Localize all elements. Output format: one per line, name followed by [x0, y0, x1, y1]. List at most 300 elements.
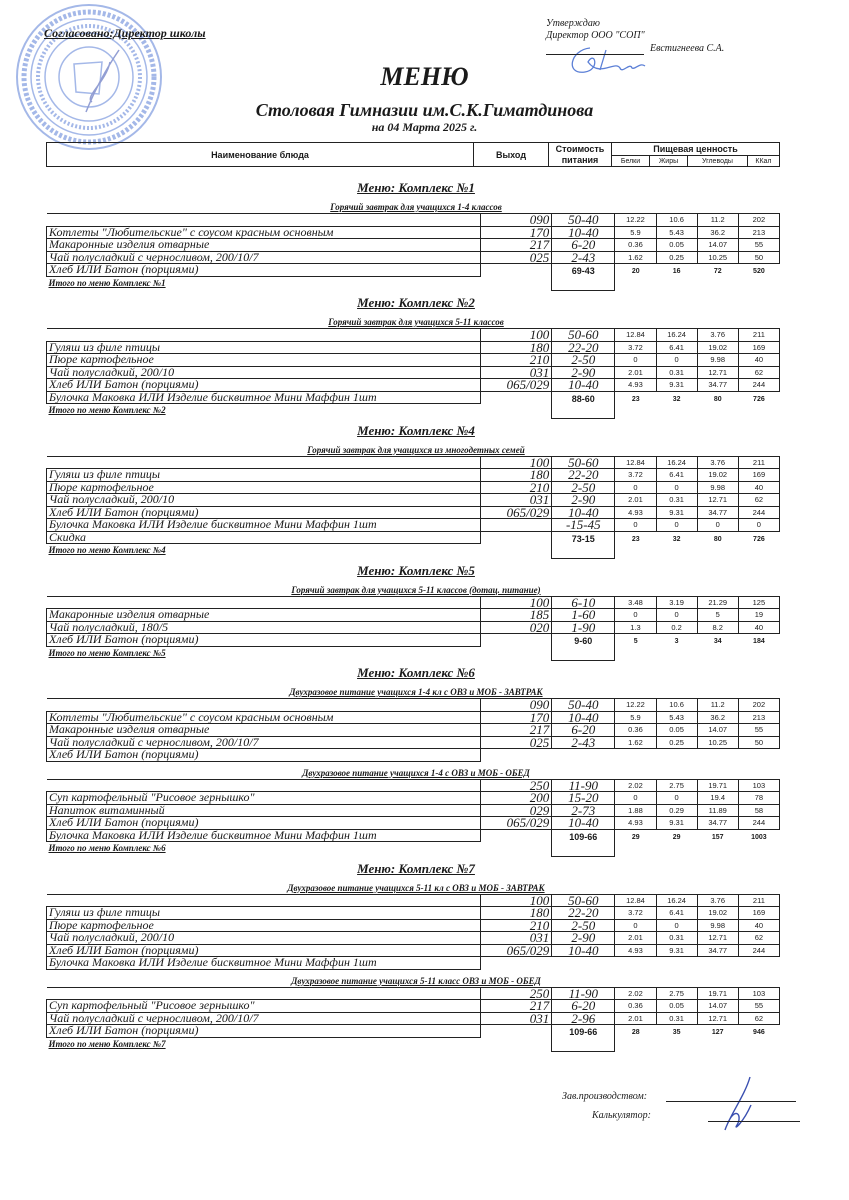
dish-cost: 50-40 — [552, 699, 615, 712]
section-title: Меню: Комплекс №7 — [357, 860, 475, 876]
empty-cell — [480, 1025, 551, 1038]
dish-fat: 9.31 — [656, 817, 697, 830]
dish-protein: 0 — [615, 609, 656, 622]
dish-cost: 2-90 — [552, 932, 615, 945]
dish-carbs: 12.71 — [697, 494, 738, 507]
dishes-table — [46, 213, 780, 291]
dish-output: 210 — [480, 481, 551, 494]
dish-carbs: 14.07 — [697, 239, 738, 252]
dish-fat: 0.29 — [656, 804, 697, 817]
dish-cost: 6-10 — [552, 596, 615, 609]
dish-output — [480, 519, 551, 532]
dish-name: Макаронные изделия отварные — [47, 239, 481, 252]
group-title: Двухразовое питание учащихся 5-11 кл с ОВЗ и МОБ - ЗАВТРАК — [287, 882, 545, 893]
dish-protein: 2.01 — [615, 932, 656, 945]
total-carbs: 157 — [711, 833, 724, 841]
dish-fat: 0 — [656, 609, 697, 622]
total-carbs: 72 — [713, 268, 722, 275]
total-fat: 32 — [672, 535, 681, 543]
total-cost: 88-60 — [552, 391, 615, 418]
section-total-label: Итого по меню Комплекс №4 — [48, 545, 166, 555]
dish-fat: 0 — [656, 481, 697, 494]
empty-cell — [480, 829, 551, 842]
page-title: МЕНЮ — [380, 62, 469, 91]
dish-output: 029 — [480, 804, 551, 817]
signature-line — [546, 54, 644, 55]
dish-fat: 2.75 — [656, 779, 697, 792]
table-row — [47, 1025, 780, 1038]
empty-cell — [480, 749, 551, 762]
dish-fat: 0.25 — [656, 251, 697, 264]
dish-carbs: 19.71 — [697, 779, 738, 792]
dish-fat: 3.19 — [656, 596, 697, 609]
dish-protein: 5.9 — [615, 226, 656, 239]
total-cost: 69-43 — [552, 264, 615, 291]
dish-protein: 0 — [615, 519, 656, 532]
dish-carbs: 5 — [697, 609, 738, 622]
dish-carbs: 34.77 — [697, 506, 738, 519]
dish-cost: 2-43 — [552, 736, 615, 749]
dish-carbs: 12.71 — [697, 1012, 738, 1025]
dish-kcal: 213 — [738, 711, 779, 724]
dish-cost: 6-20 — [552, 724, 615, 737]
dish-kcal: 211 — [738, 456, 779, 469]
empty-cell — [656, 957, 697, 970]
dish-name: Гуляш из филе птицы — [47, 341, 481, 354]
dish-name: Пюре картофельное — [47, 481, 481, 494]
dish-output: 100 — [480, 456, 551, 469]
dish-protein: 0.36 — [615, 1000, 656, 1013]
empty-cell — [697, 749, 738, 762]
dish-carbs: 3.76 — [697, 894, 738, 907]
empty-cell — [697, 957, 738, 970]
dish-kcal: 62 — [738, 494, 779, 507]
dish-protein: 0 — [615, 481, 656, 494]
total-kcal: 726 — [753, 535, 765, 543]
dish-cost: 22-20 — [552, 907, 615, 920]
dish-protein: 0 — [615, 354, 656, 367]
dish-fat: 0 — [656, 354, 697, 367]
dish-output: 100 — [480, 596, 551, 609]
dish-kcal: 169 — [738, 907, 779, 920]
dish-fat: 0.05 — [656, 724, 697, 737]
dish-carbs: 12.71 — [697, 366, 738, 379]
table-row — [47, 519, 780, 532]
dish-kcal: 213 — [738, 226, 779, 239]
dish-cost: 1-90 — [552, 621, 615, 634]
dish-kcal: 58 — [738, 804, 779, 817]
dish-carbs: 0 — [697, 519, 738, 532]
col-output-header: Выход — [474, 143, 549, 167]
total-carbs: 80 — [713, 535, 722, 543]
dish-protein: 2.02 — [615, 987, 656, 1000]
dish-cost: 2-90 — [552, 366, 615, 379]
empty-cell — [615, 957, 656, 970]
section-total-label: Итого по меню Комплекс №2 — [48, 405, 166, 415]
table-row — [47, 749, 780, 762]
dish-cost: 10-40 — [552, 506, 615, 519]
dish-kcal: 78 — [738, 792, 779, 805]
dish-kcal: 211 — [738, 894, 779, 907]
total-fat: 16 — [672, 268, 681, 275]
dish-fat: 5.43 — [656, 711, 697, 724]
dish-name: Чай полусладкий с черносливом, 200/10/7 — [47, 251, 481, 264]
group-title: Двухразовое питание учащихся 1-4 с ОВЗ и МОБ - ОБЕД — [302, 767, 530, 778]
total-kcal: 184 — [753, 638, 765, 645]
dishes-table — [46, 987, 780, 1053]
total-protein: 23 — [631, 535, 640, 543]
dish-output: 065/029 — [480, 944, 551, 957]
total-carbs: 127 — [711, 1029, 724, 1036]
dish-kcal: 55 — [738, 239, 779, 252]
production-head-line — [666, 1101, 796, 1102]
empty-cell — [656, 749, 697, 762]
approve-position: Директор ООО "СОП" — [546, 30, 645, 41]
dish-kcal: 244 — [738, 379, 779, 392]
dish-output: 210 — [480, 354, 551, 367]
dish-name: Чай полусладкий, 180/5 — [47, 621, 481, 634]
dish-output: 031 — [480, 366, 551, 379]
group-title: Горячий завтрак для учащихся из многодетных семей — [307, 444, 525, 455]
dish-protein: 0.36 — [615, 724, 656, 737]
dish-carbs: 19.02 — [697, 469, 738, 482]
table-row — [47, 391, 780, 404]
dish-cost: 2-50 — [552, 919, 615, 932]
dish-output: 250 — [480, 779, 551, 792]
dish-cost: 10-40 — [552, 817, 615, 830]
dish-carbs: 3.76 — [697, 329, 738, 342]
dish-carbs: 11.2 — [697, 214, 738, 227]
empty-cell — [480, 531, 551, 544]
total-protein: 5 — [633, 638, 638, 645]
dish-fat: 0.2 — [656, 621, 697, 634]
dish-protein: 3.72 — [615, 907, 656, 920]
dish-output: 031 — [480, 1012, 551, 1025]
dish-name: Макаронные изделия отварные — [47, 724, 481, 737]
group-title: Горячий завтрак для учащихся 5-11 классов (дотац. питание) — [291, 584, 541, 595]
menu-section — [46, 295, 786, 419]
dish-fat: 0.31 — [656, 1012, 697, 1025]
dish-protein: 4.93 — [615, 944, 656, 957]
dish-name: Суп картофельный "Рисовое зернышко" — [47, 1000, 481, 1013]
dish-carbs: 11.89 — [697, 804, 738, 817]
dish-fat: 9.31 — [656, 506, 697, 519]
dish-fat: 0.31 — [656, 932, 697, 945]
dish-output: 200 — [480, 792, 551, 805]
dishes-table — [46, 894, 780, 970]
dish-protein: 0.36 — [615, 239, 656, 252]
dish-output: 210 — [480, 919, 551, 932]
dish-output: 180 — [480, 907, 551, 920]
dish-protein: 2.01 — [615, 366, 656, 379]
table-row — [47, 341, 780, 354]
dish-kcal: 50 — [738, 736, 779, 749]
dish-carbs: 9.98 — [697, 481, 738, 494]
page-subtitle: Столовая Гимназии им.С.К.Гиматдинова — [255, 100, 594, 120]
total-kcal: 520 — [753, 268, 765, 275]
dish-carbs: 19.02 — [697, 907, 738, 920]
dish-kcal: 244 — [738, 817, 779, 830]
dish-output: 250 — [480, 987, 551, 1000]
total-protein: 20 — [631, 268, 640, 275]
dish-carbs: 9.98 — [697, 919, 738, 932]
dish-fat: 2.75 — [656, 987, 697, 1000]
dish-name: Суп картофельный "Рисовое зернышко" — [47, 792, 481, 805]
dish-output: 100 — [480, 329, 551, 342]
dish-kcal: 62 — [738, 932, 779, 945]
dish-carbs: 14.07 — [697, 1000, 738, 1013]
dish-name: Напиток витаминный — [47, 804, 481, 817]
dish-carbs: 10.25 — [697, 736, 738, 749]
dish-cost: 10-40 — [552, 944, 615, 957]
dish-carbs: 10.25 — [697, 251, 738, 264]
dish-cost: 50-60 — [552, 894, 615, 907]
dish-output: 090 — [480, 699, 551, 712]
group-title: Двухразовое питание учащихся 1-4 кл с ОВЗ и МОБ - ЗАВТРАК — [289, 687, 543, 697]
dish-carbs: 34.77 — [697, 817, 738, 830]
dish-name: Булочка Маковка ИЛИ Изделие бисквитное Мини Маффин 1шт — [47, 519, 481, 532]
dish-cost: 10-40 — [552, 226, 615, 239]
calculator-line — [708, 1121, 800, 1122]
dish-fat: 0.31 — [656, 366, 697, 379]
dish-output: 100 — [480, 894, 551, 907]
dish-name: Хлеб ИЛИ Батон (порциями) — [47, 817, 481, 830]
dish-cost: 11-90 — [552, 779, 615, 792]
dish-cost: 15-20 — [552, 792, 615, 805]
dish-output: 170 — [480, 226, 551, 239]
dish-kcal: 0 — [738, 519, 779, 532]
dish-fat: 6.41 — [656, 907, 697, 920]
dish-carbs: 36.2 — [697, 711, 738, 724]
dish-name: Хлеб ИЛИ Батон (порциями) — [47, 634, 481, 647]
dish-output: 065/029 — [480, 817, 551, 830]
total-protein: 23 — [631, 395, 640, 403]
dish-cost: 50-60 — [552, 329, 615, 342]
total-kcal: 946 — [753, 1029, 765, 1036]
approve-block — [546, 18, 645, 42]
dish-fat: 0.05 — [656, 1000, 697, 1013]
dish-fat: 9.31 — [656, 944, 697, 957]
dish-name: Котлеты "Любительские" с соусом красным основным — [47, 226, 481, 239]
dish-protein: 1.62 — [615, 736, 656, 749]
dish-protein: 4.93 — [615, 817, 656, 830]
dish-kcal: 202 — [738, 699, 779, 712]
dish-fat: 6.41 — [656, 469, 697, 482]
dish-kcal: 244 — [738, 506, 779, 519]
dish-carbs: 19.4 — [697, 792, 738, 805]
table-row — [47, 907, 780, 920]
empty-cell — [480, 957, 551, 970]
dish-carbs: 34.77 — [697, 944, 738, 957]
table-row — [47, 469, 780, 482]
dish-protein: 1.62 — [615, 251, 656, 264]
dish-output: 031 — [480, 932, 551, 945]
table-header — [46, 142, 780, 167]
dish-protein: 12.22 — [615, 214, 656, 227]
menu-section — [46, 665, 786, 857]
dish-protein: 4.93 — [615, 506, 656, 519]
dish-cost: 22-20 — [552, 341, 615, 354]
dish-fat: 0.25 — [656, 736, 697, 749]
section-title: Меню: Комплекс №5 — [357, 562, 475, 578]
empty-cell — [738, 749, 779, 762]
dish-protein: 12.22 — [615, 699, 656, 712]
section-total-label: Итого по меню Комплекс №5 — [48, 647, 166, 658]
menu-section — [46, 563, 786, 662]
dish-carbs: 3.76 — [697, 456, 738, 469]
dish-kcal: 244 — [738, 944, 779, 957]
dish-kcal: 40 — [738, 481, 779, 494]
dish-protein: 2.01 — [615, 1012, 656, 1025]
dishes-table — [46, 456, 780, 559]
dish-cost: 22-20 — [552, 469, 615, 482]
empty-cell — [480, 391, 551, 404]
empty-cell — [552, 957, 615, 970]
dish-carbs: 21.29 — [697, 596, 738, 609]
dish-name: Чай полусладкий с черносливом, 200/10/7 — [47, 736, 481, 749]
dish-cost: 2-73 — [552, 804, 615, 817]
empty-cell — [615, 749, 656, 762]
dish-kcal: 50 — [738, 251, 779, 264]
dish-name: Пюре картофельное — [47, 919, 481, 932]
dish-cost: 2-96 — [552, 1012, 615, 1025]
dish-fat: 10.6 — [656, 214, 697, 227]
table-row — [47, 829, 780, 842]
dish-name: Булочка Маковка ИЛИ Изделие бисквитное Мини Маффин 1шт — [47, 391, 481, 404]
dish-name: Хлеб ИЛИ Батон (порциями) — [47, 379, 481, 392]
dish-kcal: 40 — [738, 354, 779, 367]
table-row — [47, 957, 780, 970]
dish-protein: 0 — [615, 919, 656, 932]
dish-fat: 16.24 — [656, 894, 697, 907]
dish-cost: 6-20 — [552, 1000, 615, 1013]
dish-output: 185 — [480, 609, 551, 622]
dish-fat: 16.24 — [656, 456, 697, 469]
production-signature — [715, 1075, 765, 1135]
dish-name: Котлеты "Любительские" с соусом красным основным — [47, 711, 481, 724]
col-carbs-header: Углеводы — [688, 156, 748, 167]
dish-kcal: 55 — [738, 1000, 779, 1013]
dish-protein: 1.88 — [615, 804, 656, 817]
production-head-label: Зав.производством: — [562, 1091, 648, 1102]
dish-cost: 10-40 — [552, 711, 615, 724]
empty-cell — [480, 634, 551, 647]
dish-output: 217 — [480, 1000, 551, 1013]
dish-protein: 4.93 — [615, 379, 656, 392]
dish-name: Хлеб ИЛИ Батон (порциями) — [47, 749, 481, 762]
section-total-label: Итого по меню Комплекс №6 — [48, 843, 166, 853]
dish-kcal: 202 — [738, 214, 779, 227]
approver-name: Евстигнеева С.А. — [650, 43, 725, 54]
dish-fat: 9.31 — [656, 379, 697, 392]
dish-fat: 5.43 — [656, 226, 697, 239]
dish-carbs: 14.07 — [697, 724, 738, 737]
total-cost: 109-66 — [552, 829, 615, 856]
dish-fat: 10.6 — [656, 699, 697, 712]
dish-cost: 1-60 — [552, 609, 615, 622]
menu-sections — [46, 176, 786, 1052]
dish-name: Хлеб ИЛИ Батон (порциями) — [47, 1025, 481, 1038]
dish-output: 217 — [480, 239, 551, 252]
section-title: Меню: Комплекс №1 — [357, 180, 475, 195]
dish-fat: 0 — [656, 519, 697, 532]
dish-output: 020 — [480, 621, 551, 634]
dish-kcal: 125 — [738, 596, 779, 609]
table-row — [47, 531, 780, 544]
dish-carbs: 9.98 — [697, 354, 738, 367]
section-title: Меню: Комплекс №2 — [357, 295, 475, 310]
table-row — [47, 634, 780, 647]
dish-carbs: 19.71 — [697, 987, 738, 1000]
dish-protein: 3.48 — [615, 596, 656, 609]
dish-cost: 2-50 — [552, 481, 615, 494]
dish-kcal: 103 — [738, 987, 779, 1000]
dish-cost: -15-45 — [552, 519, 615, 532]
total-cost: 73-15 — [552, 531, 615, 558]
dish-name: Гуляш из филе птицы — [47, 907, 481, 920]
dish-protein: 3.72 — [615, 341, 656, 354]
section-total-label: Итого по меню Комплекс №7 — [48, 1038, 166, 1049]
group-title: Двухразовое питание учащихся 5-11 класс ОВЗ и МОБ - ОБЕД — [291, 975, 541, 986]
total-carbs: 80 — [713, 395, 722, 403]
dish-cost: 50-60 — [552, 456, 615, 469]
total-cost: 109-66 — [552, 1025, 615, 1052]
dishes-table — [46, 328, 780, 419]
dishes-table — [46, 698, 780, 762]
section-title: Меню: Комплекс №6 — [357, 665, 475, 680]
agreed-label: Согласовано:Директор школы — [44, 26, 206, 40]
col-cost-header: Стоимость питания — [549, 143, 612, 167]
dishes-table — [46, 596, 780, 662]
total-cost: 9-60 — [552, 634, 615, 661]
dish-output: 217 — [480, 724, 551, 737]
dish-output: 065/029 — [480, 506, 551, 519]
dish-kcal: 55 — [738, 724, 779, 737]
total-fat: 35 — [672, 1029, 681, 1036]
dish-output: 031 — [480, 494, 551, 507]
table-row — [47, 264, 780, 277]
total-kcal: 1003 — [751, 833, 767, 841]
dish-carbs: 19.02 — [697, 341, 738, 354]
dish-kcal: 40 — [738, 621, 779, 634]
dish-fat: 0.31 — [656, 494, 697, 507]
dish-carbs: 11.2 — [697, 699, 738, 712]
group-title: Горячий завтрак для учащихся 5-11 классов — [328, 317, 504, 327]
dish-protein: 2.01 — [615, 494, 656, 507]
empty-cell — [738, 957, 779, 970]
total-protein: 29 — [631, 833, 640, 841]
section-title: Меню: Комплекс №4 — [357, 422, 475, 438]
dish-kcal: 103 — [738, 779, 779, 792]
dish-name: Чай полусладкий, 200/10 — [47, 494, 481, 507]
dish-kcal: 19 — [738, 609, 779, 622]
dish-name: Чай полусладкий, 200/10 — [47, 932, 481, 945]
menu-section — [46, 423, 786, 559]
dish-name: Гуляш из филе птицы — [47, 469, 481, 482]
dish-protein: 3.72 — [615, 469, 656, 482]
dish-name: Чай полусладкий с черносливом, 200/10/7 — [47, 1012, 481, 1025]
dish-fat: 0 — [656, 792, 697, 805]
dish-output: 180 — [480, 469, 551, 482]
dish-name: Хлеб ИЛИ Батон (порциями) — [47, 506, 481, 519]
empty-cell — [480, 264, 551, 277]
col-nutrition-header: Пищевая ценность — [612, 143, 780, 156]
dish-cost: 2-43 — [552, 251, 615, 264]
total-kcal: 726 — [753, 395, 765, 403]
dish-name: Булочка Маковка ИЛИ Изделие бисквитное Мини Маффин 1шт — [47, 957, 481, 970]
col-protein-header: Белки — [612, 156, 650, 167]
dish-fat: 0 — [656, 919, 697, 932]
